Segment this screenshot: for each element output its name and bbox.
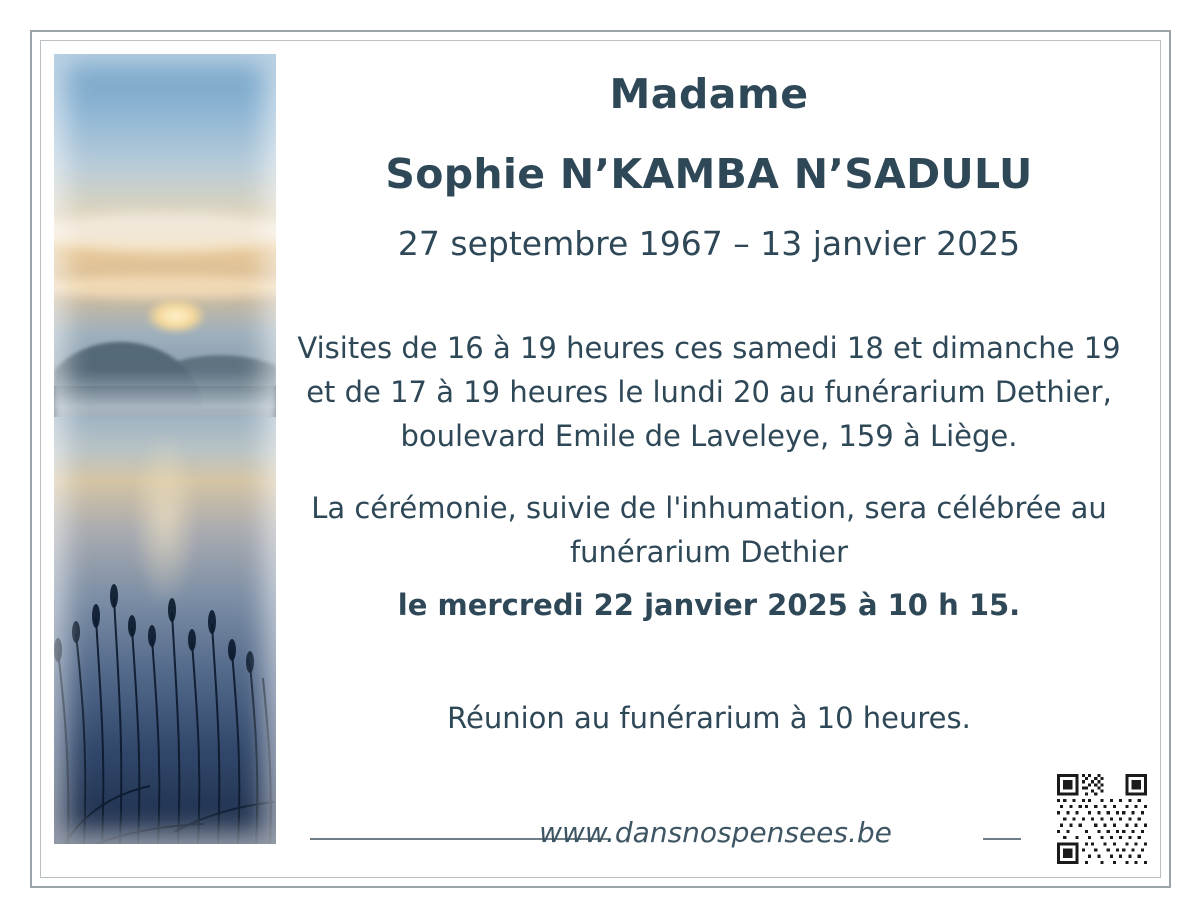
ceremony-datetime: le mercredi 22 janvier 2025 à 10 h 15.	[397, 588, 1021, 623]
announcement-text	[290, 72, 1128, 738]
ceremony-paragraph: La cérémonie, suivie de l'inhumation, sera célébrée au funérarium Dethier	[311, 491, 1107, 570]
visits-paragraph: Visites de 16 à 19 heures ces samedi 18 et dimanche 19 et de 17 à 19 heures le lundi 20 au funérarium Dethier, boulevard Emile de Laveleye, 159 à Liège.	[297, 330, 1121, 453]
person-full-name: Sophie N’KAMBA N’SADULU	[385, 150, 1033, 199]
meeting-line: Réunion au funérarium à 10 heures.	[447, 700, 971, 735]
photo-vignette	[54, 54, 276, 844]
salutation: Madame	[609, 70, 809, 118]
life-dates: 27 septembre 1967 – 13 janvier 2025	[397, 224, 1021, 264]
website-link[interactable]: www.dansnospensees.be	[539, 816, 892, 849]
card-footer	[290, 816, 1141, 856]
memorial-card	[30, 30, 1171, 888]
lakeside-sunrise-photo	[54, 54, 276, 844]
qr-code[interactable]	[1057, 774, 1147, 864]
